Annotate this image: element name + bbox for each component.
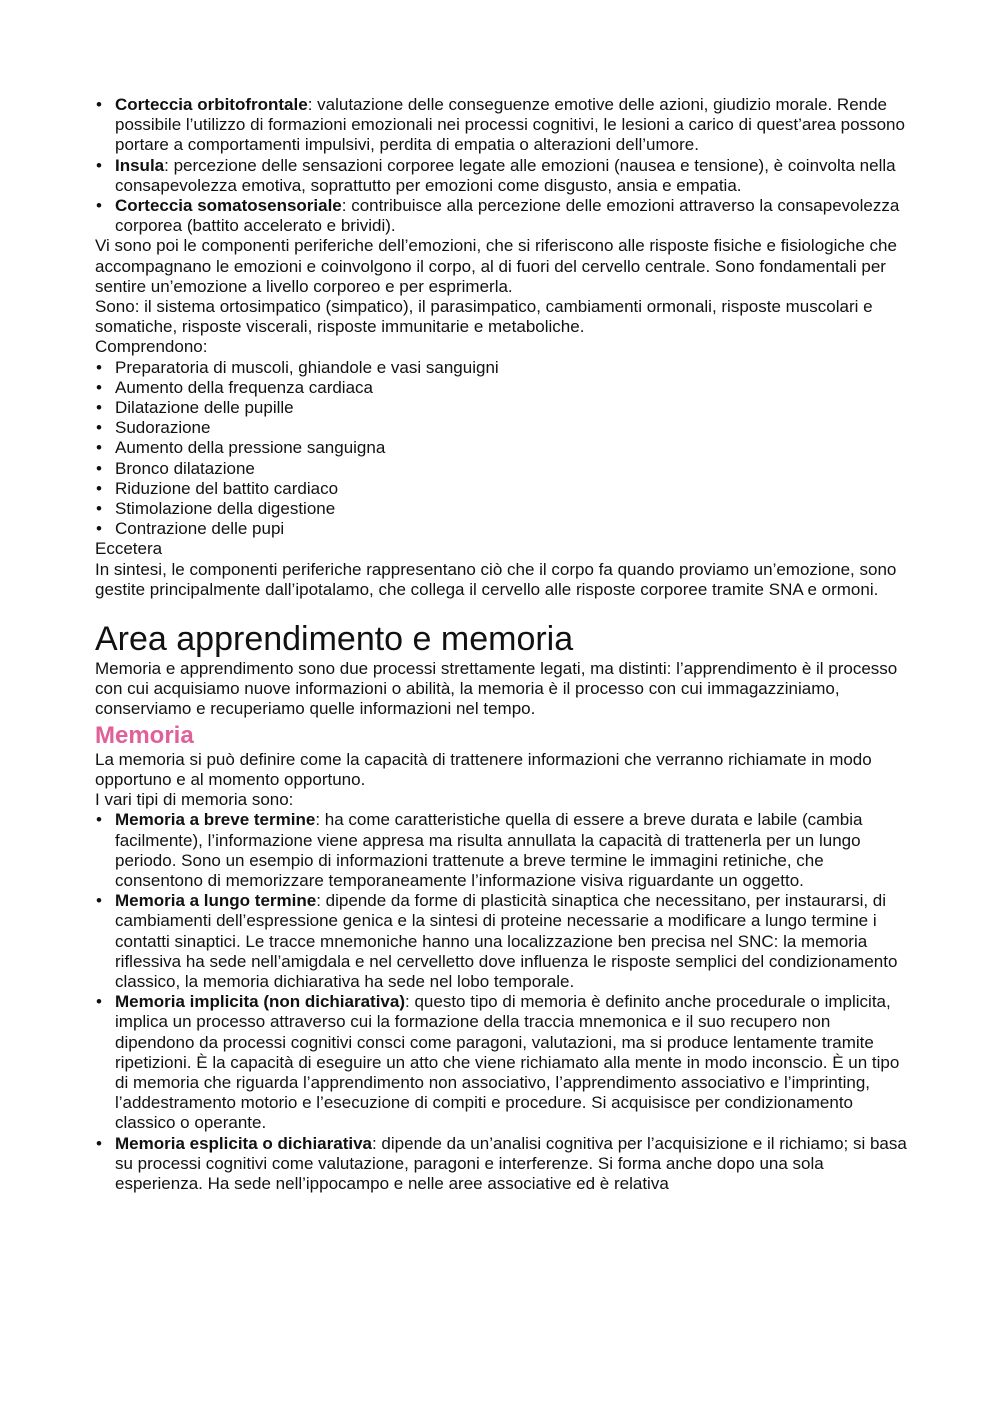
term-description: : dipende da forme di plasticità sinaptica che necessitano, per instaurarsi, di cambiamenti dell’espressione genica e la sintesi di proteine necessarie a modificare a lungo termine i contatti sinaptici. Le tracce mnemoniche hanno una localizzazione ben precisa nel SNC: la memoria riflessiva ha sede nell’amigdala e nel cervelletto dove influenza le risposte semplici del condizionamento classico, la memoria dichiarativa ha sede nel lobo temporale. (115, 891, 898, 991)
bullet-marker: • (96, 1133, 102, 1153)
list-item-text: Preparatoria di muscoli, ghiandole e vasi sanguigni (115, 357, 499, 377)
bullet-marker: • (96, 458, 102, 478)
bullet-marker: • (96, 377, 102, 397)
bullet-marker: • (96, 357, 102, 377)
term-label: Insula (115, 155, 165, 175)
list-item-text: Aumento della frequenza cardiaca (115, 377, 373, 397)
term-description: : questo tipo di memoria è definito anche procedurale o implicita, implica un processo attraverso cui la formazione della traccia mnemonica e il suo recupero non dipendono da processi cognitivi consci come paragoni, valutazioni, ma si produce lentamente tramite ripetizioni. È la capacità di eseguire un atto che viene richiamato alla mente in modo inconscio. È un tipo di memoria che riguarda l’apprendimento non associativo, l’apprendimento associativo e l’imprinting, l’addestramento motorio e l’esecuzione di compiti e procedure. Si acquisisce per condizionamento classico o operante. (115, 992, 900, 1133)
list-item-text: Stimolazione della digestione (115, 499, 336, 519)
list-item (95, 519, 910, 539)
term-description: : ha come caratteristiche quella di essere a breve durata e labile (cambia facilmente), l’informazione viene appresa ma risulta annullata la capacità di trattenerla per un lungo periodo. Sono un esempio di informazioni trattenute a breve termine le immagini retiniche, che consentono di memorizzare temporaneamente l’informazione visiva riguardante un oggetto. (115, 810, 863, 890)
term-label: Memoria a breve termine (115, 810, 316, 830)
memory-types-list (95, 810, 910, 1194)
list-item (95, 418, 910, 438)
list-item (95, 810, 910, 891)
document-page (95, 95, 910, 1194)
memory-types-label: I vari tipi di memoria sono: (95, 790, 294, 810)
responses-list (95, 358, 910, 540)
list-item (95, 398, 910, 418)
term-label: Memoria implicita (non dichiarativa) (115, 992, 406, 1012)
bullet-marker: • (96, 891, 102, 911)
bullet-marker: • (96, 418, 102, 438)
list-item (95, 95, 910, 156)
list-item-text: Contrazione delle pupi (115, 519, 285, 539)
list-item (95, 499, 910, 519)
peripheral-paragraph: Vi sono poi le componenti periferiche dell’emozioni, che si riferiscono alle risposte fisiche e fisiologiche che accompagnano le emozioni e coinvolgono il corpo, al di fuori del cervello centrale. Sono fondamentali per sentire un’emozione a livello corporeo e per esprimerla. (95, 236, 897, 296)
list-item-text: Riduzione del battito cardiaco (115, 478, 339, 498)
bullet-marker: • (96, 438, 102, 458)
brain-areas-list (95, 95, 910, 236)
term-label: Corteccia orbitofrontale (115, 95, 308, 114)
list-item (95, 378, 910, 398)
list-item (95, 479, 910, 499)
list-item-text: Dilatazione delle pupille (115, 398, 294, 418)
bullet-marker: • (96, 992, 102, 1012)
term-description: : dipende da un’analisi cognitiva per l’acquisizione e il richiamo; si basa su processi cognitivi come valutazione, paragoni e interferenze. Si forma anche dopo una sola esperienza. Ha sede nell’ippocampo e nelle aree associative ed è relativa (115, 1133, 907, 1193)
term-label: Memoria esplicita o dichiarativa (115, 1133, 372, 1153)
bullet-marker: • (96, 155, 102, 175)
term-description: : contribuisce alla percezione delle emozioni attraverso la consapevolezza corporea (battito accelerato e brividi). (115, 196, 900, 236)
bullet-marker: • (96, 810, 102, 830)
bullet-marker: • (96, 519, 102, 539)
list-item (95, 459, 910, 479)
memory-definition-paragraph: La memoria si può definire come la capacità di trattenere informazioni che verranno richiamate in modo opportuno e al momento opportuno. (95, 749, 872, 789)
comprendono-label: Comprendono: (95, 337, 208, 357)
list-item (95, 358, 910, 378)
list-item-text: Sudorazione (115, 418, 211, 438)
bullet-marker: • (96, 95, 102, 114)
bullet-marker: • (96, 196, 102, 216)
list-item (95, 438, 910, 458)
section-intro-paragraph: Memoria e apprendimento sono due processi strettamente legati, ma distinti: l’apprendimento è il processo con cui acquisiamo nuove informazioni o abilità, la memoria è il processo con cui immagazziniamo, conserviamo e recuperiamo quelle informazioni nel tempo. (95, 659, 898, 719)
list-item (95, 1134, 910, 1195)
list-item (95, 196, 910, 236)
list-item-text: Bronco dilatazione (115, 458, 255, 478)
term-description: : valutazione delle conseguenze emotive delle azioni, giudizio morale. Rende possibile l’utilizzo di formazioni emozionali nei processi cognitivi, le lesioni a carico di quest’area possono portare a comportamenti impulsivi, perdita di empatia o alterazioni dell’umore. (115, 95, 905, 155)
eccetera-text: Eccetera (95, 539, 163, 559)
bullet-marker: • (96, 478, 102, 498)
term-label: Corteccia somatosensoriale (115, 196, 342, 216)
list-item (95, 891, 910, 992)
term-label: Memoria a lungo termine (115, 891, 317, 911)
bullet-marker: • (96, 398, 102, 418)
bullet-marker: • (96, 499, 102, 519)
term-description: : percezione delle sensazioni corporee legate alle emozioni (nausea e tensione), è coinvolta nella consapevolezza emotiva, soprattutto per emozioni come disgusto, ansia e empatia. (115, 155, 896, 195)
list-item (95, 992, 910, 1133)
summary-paragraph: In sintesi, le componenti periferiche rappresentano ciò che il corpo fa quando proviamo un’emozione, sono gestite principalmente dall’ipotalamo, che collega il cervello alle risposte corporee tramite SNA e ormoni. (95, 559, 897, 599)
subsection-heading: Memoria (95, 721, 194, 749)
section-heading: Area apprendimento e memoria (95, 620, 574, 659)
list-item-text: Aumento della pressione sanguigna (115, 438, 386, 458)
list-item (95, 156, 910, 196)
peripheral-systems-paragraph: Sono: il sistema ortosimpatico (simpatico), il parasimpatico, cambiamenti ormonali, risposte muscolari e somatiche, risposte viscerali, risposte immunitarie e metaboliche. (95, 297, 873, 337)
